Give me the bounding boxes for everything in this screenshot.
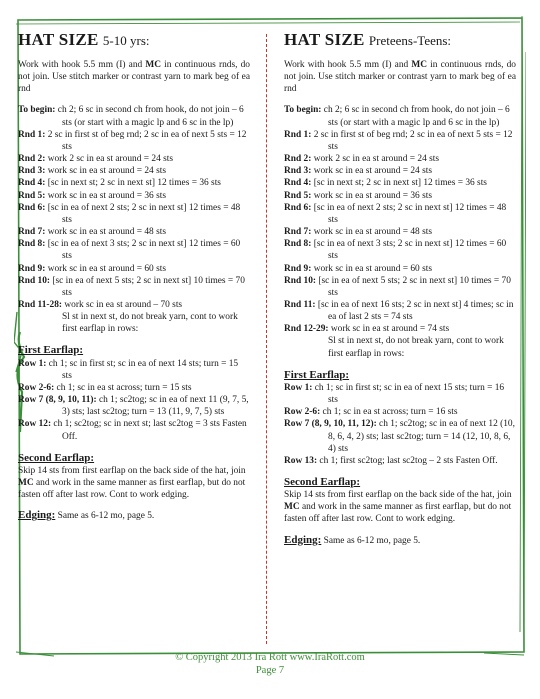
earflap-row: Row 2-6: ch 1; sc in ea st across; turn = 15 sts: [18, 382, 192, 393]
earflap-row: Row 7 (8, 9, 10, 11, 12): ch 1; sc2tog; sc in ea of next 12 (10, 8, 6, 4, 2) sts; last sc2tog; turn = 14 (12, 10, 8, 6, 4) sts: [284, 419, 515, 454]
second-earflap-heading: Second Earflap:: [18, 451, 95, 464]
right-intro: Work with hook 5.5 mm (I) and MC in continuous rnds, do not join. Use stitch marker or contrast yarn to mark beg of ea rnd: [284, 60, 516, 95]
left-column: [18, 30, 250, 522]
round-row: Rnd 2: work 2 sc in ea st around = 24 sts: [18, 154, 174, 165]
earflap-row: Row 2-6: ch 1; sc in ea st across; turn = 16 sts: [284, 407, 458, 418]
round-row: Rnd 12-29: work sc in ea st around = 74 sts: [284, 324, 450, 335]
left-earflap-rows: [18, 358, 250, 443]
right-title: [284, 30, 516, 51]
second-earflap-text: Skip 14 sts from first earflap on the back side of the hat, join MC and work in the same manner as first earflap, but do not fasten off after last row. Cont to work edging.: [284, 490, 512, 525]
round-row: Rnd 3: work sc in ea st around = 24 sts: [18, 166, 166, 177]
second-earflap-text: Skip 14 sts from first earflap on the back side of the hat, join MC and work in the same manner as first earflap, but do not fasten off after last row. Cont to work edging.: [18, 465, 246, 501]
round-row: Rnd 6: [sc in ea of next 2 sts; 2 sc in next st] 12 times = 48 sts: [284, 202, 507, 225]
left-intro: Work with hook 5.5 mm (I) and MC in continuous rnds, do not join. Use stitch marker or contrast yarn to mark beg of ea rnd: [18, 60, 250, 95]
round-row: Rnd 9: work sc in ea st around = 60 sts: [18, 263, 166, 274]
round-row: Rnd 11: [sc in ea of next 16 sts; 2 sc in next st] 4 times; sc in ea of last 2 sts = 74 sts: [284, 299, 514, 323]
round-row: Rnd 5: work sc in ea st around = 36 sts: [284, 190, 432, 201]
round-row: Rnd 7: work sc in ea st around = 48 sts: [18, 227, 166, 238]
round-row: To begin: ch 2; 6 sc in second ch from hook, do not join – 6 sts (or start with a magic lp and 6 sc in the lp): [18, 105, 244, 128]
left-rounds: [18, 104, 250, 335]
earflap-row: Row 13: ch 1; first sc2tog; last sc2tog – 2 sts Fasten Off.: [284, 455, 498, 466]
round-row: Rnd 7: work sc in ea st around = 48 sts: [284, 227, 432, 238]
round-row: Rnd 1: 2 sc in first st of beg rnd; 2 sc in ea of next 5 sts = 12 sts: [284, 129, 513, 152]
first-earflap-heading: First Earflap:: [284, 368, 350, 381]
round-row: Rnd 11-28: work sc in ea st around – 70 sts: [18, 299, 183, 310]
earflap-row: Row 12: ch 1; sc2tog; sc in next st; last sc2tog = 3 sts Fasten Off.: [18, 419, 247, 442]
earflap-row: Row 1: ch 1; sc in first st; sc in ea of next 14 sts; turn = 15 sts: [18, 358, 239, 381]
left-title: [18, 30, 250, 51]
right-column: [284, 30, 516, 547]
right-rounds: [284, 104, 516, 359]
round-row: Rnd 6: [sc in ea of next 2 sts; 2 sc in next st] 12 times = 48 sts: [18, 202, 241, 225]
right-earflap-rows: [284, 382, 516, 467]
round-row: Rnd 5: work sc in ea st around = 36 sts: [18, 190, 166, 201]
column-divider: [266, 34, 267, 644]
left-title-bold: HAT SIZE: [18, 30, 99, 49]
round-continuation: Sl st in next st, do not break yarn, cont to work first earflap in rows:: [62, 312, 238, 335]
page-number: Page 7: [255, 665, 285, 676]
earflap-row: Row 1: ch 1; sc in first st; sc in ea of next 15 sts; turn = 16 sts: [284, 382, 505, 406]
edging-line: Edging: Same as 6-12 mo, page 5.: [284, 533, 421, 546]
left-title-size: 5-10 yrs:: [102, 33, 150, 48]
round-continuation: Sl st in next st, do not break yarn, cont to work first earflap in rows:: [328, 336, 504, 359]
round-row: Rnd 10: [sc in ea of next 5 sts; 2 sc in next st] 10 times = 70 sts: [18, 275, 245, 298]
round-row: Rnd 1: 2 sc in first st of beg rnd; 2 sc in ea of next 5 sts = 12 sts: [18, 129, 247, 152]
edging-line: Edging: Same as 6-12 mo, page 5.: [18, 509, 155, 522]
round-row: Rnd 3: work sc in ea st around = 24 sts: [284, 166, 432, 177]
round-row: Rnd 10: [sc in ea of next 5 sts; 2 sc in next st] 10 times = 70 sts: [284, 275, 511, 298]
second-earflap-heading: Second Earflap:: [284, 476, 361, 488]
first-earflap-heading: First Earflap:: [18, 344, 84, 357]
right-title-size: Preteens-Teens:: [368, 33, 452, 48]
copyright-footer: © Copyright 2013 Ira Rott www.IraRott.com: [175, 652, 365, 663]
round-row: Rnd 2: work 2 sc in ea st around = 24 sts: [284, 154, 440, 165]
round-row: Rnd 9: work sc in ea st around = 60 sts: [284, 263, 432, 274]
round-row: Rnd 4: [sc in next st; 2 sc in next st] 12 times = 36 sts: [284, 178, 487, 189]
right-title-bold: HAT SIZE: [284, 30, 365, 49]
round-row: Rnd 4: [sc in next st; 2 sc in next st] 12 times = 36 sts: [18, 178, 221, 189]
round-row: Rnd 8: [sc in ea of next 3 sts; 2 sc in next st] 12 times = 60 sts: [18, 239, 241, 262]
earflap-row: Row 7 (8, 9, 10, 11): ch 1; sc2tog; sc in ea of next 11 (9, 7, 5, 3) sts; last sc2tog; turn = 13 (11, 9, 7, 5) sts: [18, 395, 249, 418]
round-row: To begin: ch 2; 6 sc in second ch from hook, do not join – 6 sts (or start with a magic lp and 6 sc in the lp): [284, 105, 510, 128]
round-row: Rnd 8: [sc in ea of next 3 sts; 2 sc in next st] 12 times = 60 sts: [284, 239, 507, 262]
